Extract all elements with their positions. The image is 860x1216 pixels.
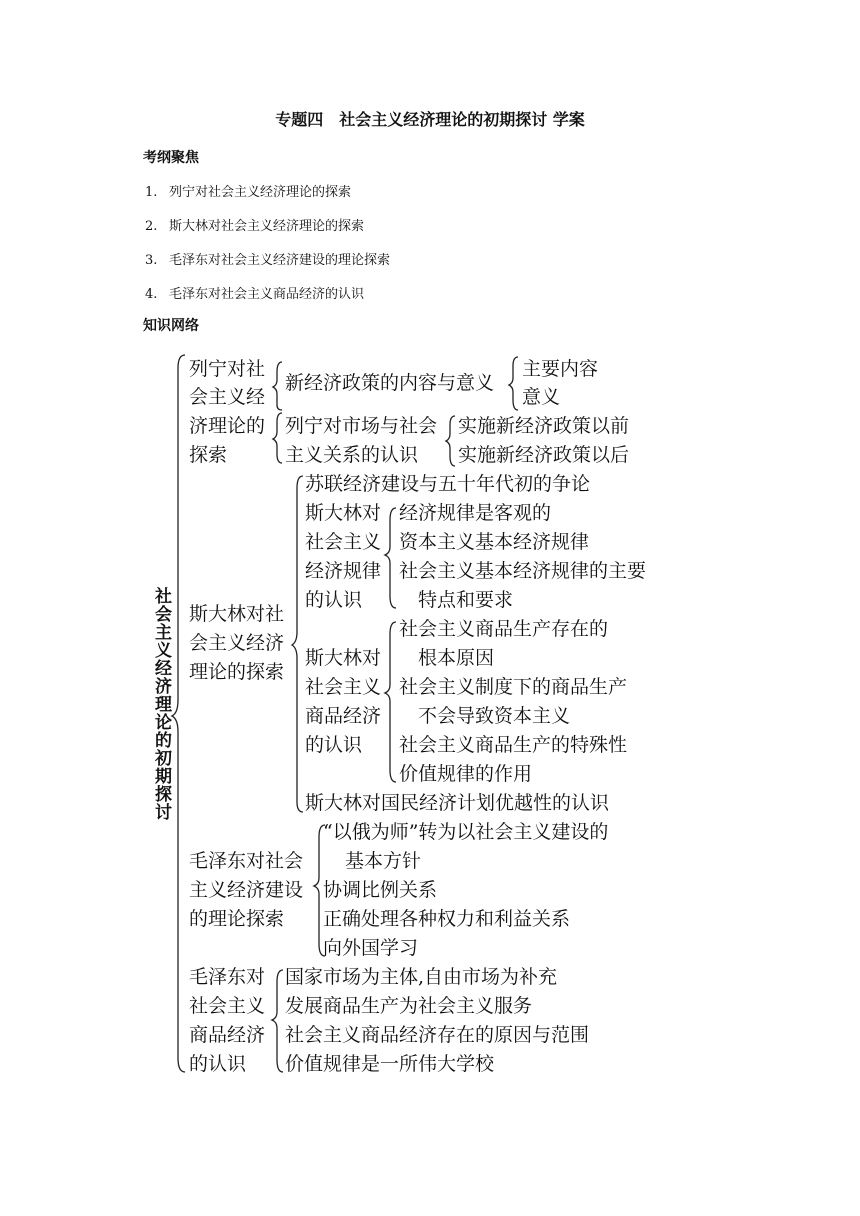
market-item: 实施新经济政策以后 (458, 444, 630, 466)
mao-commodity-item: 国家市场为主体,自由市场为补充 (285, 966, 558, 988)
item-number: 3. (145, 253, 158, 268)
lenin-label-line: 探索 (189, 444, 228, 466)
stalin-label-line: 会主义经济 (189, 632, 285, 654)
stalin-commodity-item: 社会主义商品生产的特殊性 (399, 734, 628, 756)
mao-build-label-line: 主义经济建设 (189, 879, 304, 901)
lenin-market-brace (273, 413, 282, 463)
item-number: 2. (145, 219, 158, 234)
mao-build-item: 向外国学习 (323, 937, 419, 959)
nep-label: 新经济政策的内容与意义 (285, 372, 495, 394)
stalin-label-line: 理论的探索 (189, 661, 285, 683)
stalin-laws-label-line: 社会主义 (305, 531, 382, 553)
network-heading: 知识网络 (143, 318, 199, 334)
lenin-nep-brace (273, 362, 282, 410)
item-text: 列宁对社会主义经济理论的探索 (169, 185, 352, 200)
item-text: 斯大林对社会主义经济理论的探索 (169, 219, 365, 234)
mao-build-item: 协调比例关系 (323, 879, 438, 901)
stalin-laws-item: 资本主义基本经济规律 (399, 531, 590, 553)
lenin-label-line: 济理论的 (189, 415, 266, 437)
lenin-label-line: 会主义经 (189, 386, 266, 408)
mao-commodity-label-line: 毛泽东对 (189, 966, 266, 988)
stalin-plan: 斯大林对国民经济计划优越性的认识 (305, 792, 610, 814)
stalin-commodity-label-line: 斯大林对 (305, 647, 382, 669)
stalin-commodity-brace (385, 622, 396, 782)
stalin-commodity-label-line: 商品经济 (305, 705, 382, 727)
stalin-laws-item: 特点和要求 (418, 589, 514, 611)
nep-items-brace (509, 357, 518, 410)
stalin-commodity-item: 社会主义商品生产存在的 (399, 618, 609, 640)
mao-commodity-label-line: 的认识 (189, 1053, 247, 1075)
item-text: 毛泽东对社会主义经济建设的理论探索 (169, 253, 391, 268)
stalin-commodity-item: 社会主义制度下的商品生产 (399, 676, 628, 698)
stalin-laws-label-line: 斯大林对 (305, 502, 382, 524)
mao-build-item: 基本方针 (345, 850, 422, 872)
stalin-commodity-item: 价值规律的作用 (399, 763, 533, 785)
mao-commodity-item: 价值规律是一所伟大学校 (285, 1053, 495, 1075)
syllabus-heading: 考纲聚焦 (143, 150, 199, 166)
stalin-commodity-item: 根本原因 (418, 647, 495, 669)
mao-commodity-label-line: 社会主义 (189, 995, 266, 1017)
mao-commodity-item: 发展商品生产为社会主义服务 (285, 995, 533, 1017)
mao-commodity-item: 社会主义商品经济存在的原因与范围 (285, 1024, 590, 1046)
mao-build-label-line: 毛泽东对社会 (189, 850, 304, 872)
mao-commodity-label-line: 商品经济 (189, 1024, 266, 1046)
stalin-commodity-item: 不会导致资本主义 (418, 705, 571, 727)
stalin-laws-item: 经济规律是客观的 (399, 502, 552, 524)
stalin-laws-brace (385, 508, 396, 608)
map-root: 社会主义经济理论的初期探讨 (155, 587, 172, 823)
lenin-label-line: 列宁对社 (189, 358, 266, 380)
market-label-line: 列宁对市场与社会 (285, 415, 438, 437)
mao-build-item: 正确处理各种权力和利益关系 (323, 908, 571, 930)
stalin-brace (292, 476, 303, 812)
nep-item: 意义 (522, 386, 561, 408)
market-item: 实施新经济政策以前 (458, 415, 630, 437)
nep-item: 主要内容 (522, 358, 599, 380)
stalin-debate: 苏联经济建设与五十年代初的争论 (305, 473, 591, 495)
stalin-label-line: 斯大林对社 (189, 603, 285, 625)
item-text: 毛泽东对社会主义商品经济的认识 (169, 287, 365, 302)
stalin-commodity-label-line: 社会主义 (305, 676, 382, 698)
stalin-commodity-label-line: 的认识 (305, 734, 363, 756)
page-title: 专题四 社会主义经济理论的初期探讨 学案 (275, 110, 585, 129)
mao-build-label-line: 的理论探索 (189, 908, 285, 930)
item-number: 4. (145, 287, 158, 302)
market-items-brace (446, 416, 455, 466)
item-number: 1. (145, 185, 158, 200)
market-label-line: 主义关系的认识 (285, 444, 419, 466)
mao-commodity-brace (272, 970, 283, 1072)
stalin-laws-label-line: 经济规律 (305, 560, 382, 582)
mao-build-item: “以俄为师”转为以社会主义建设的 (323, 821, 609, 843)
stalin-laws-label-line: 的认识 (305, 589, 363, 611)
stalin-laws-item: 社会主义基本经济规律的主要 (399, 560, 647, 582)
